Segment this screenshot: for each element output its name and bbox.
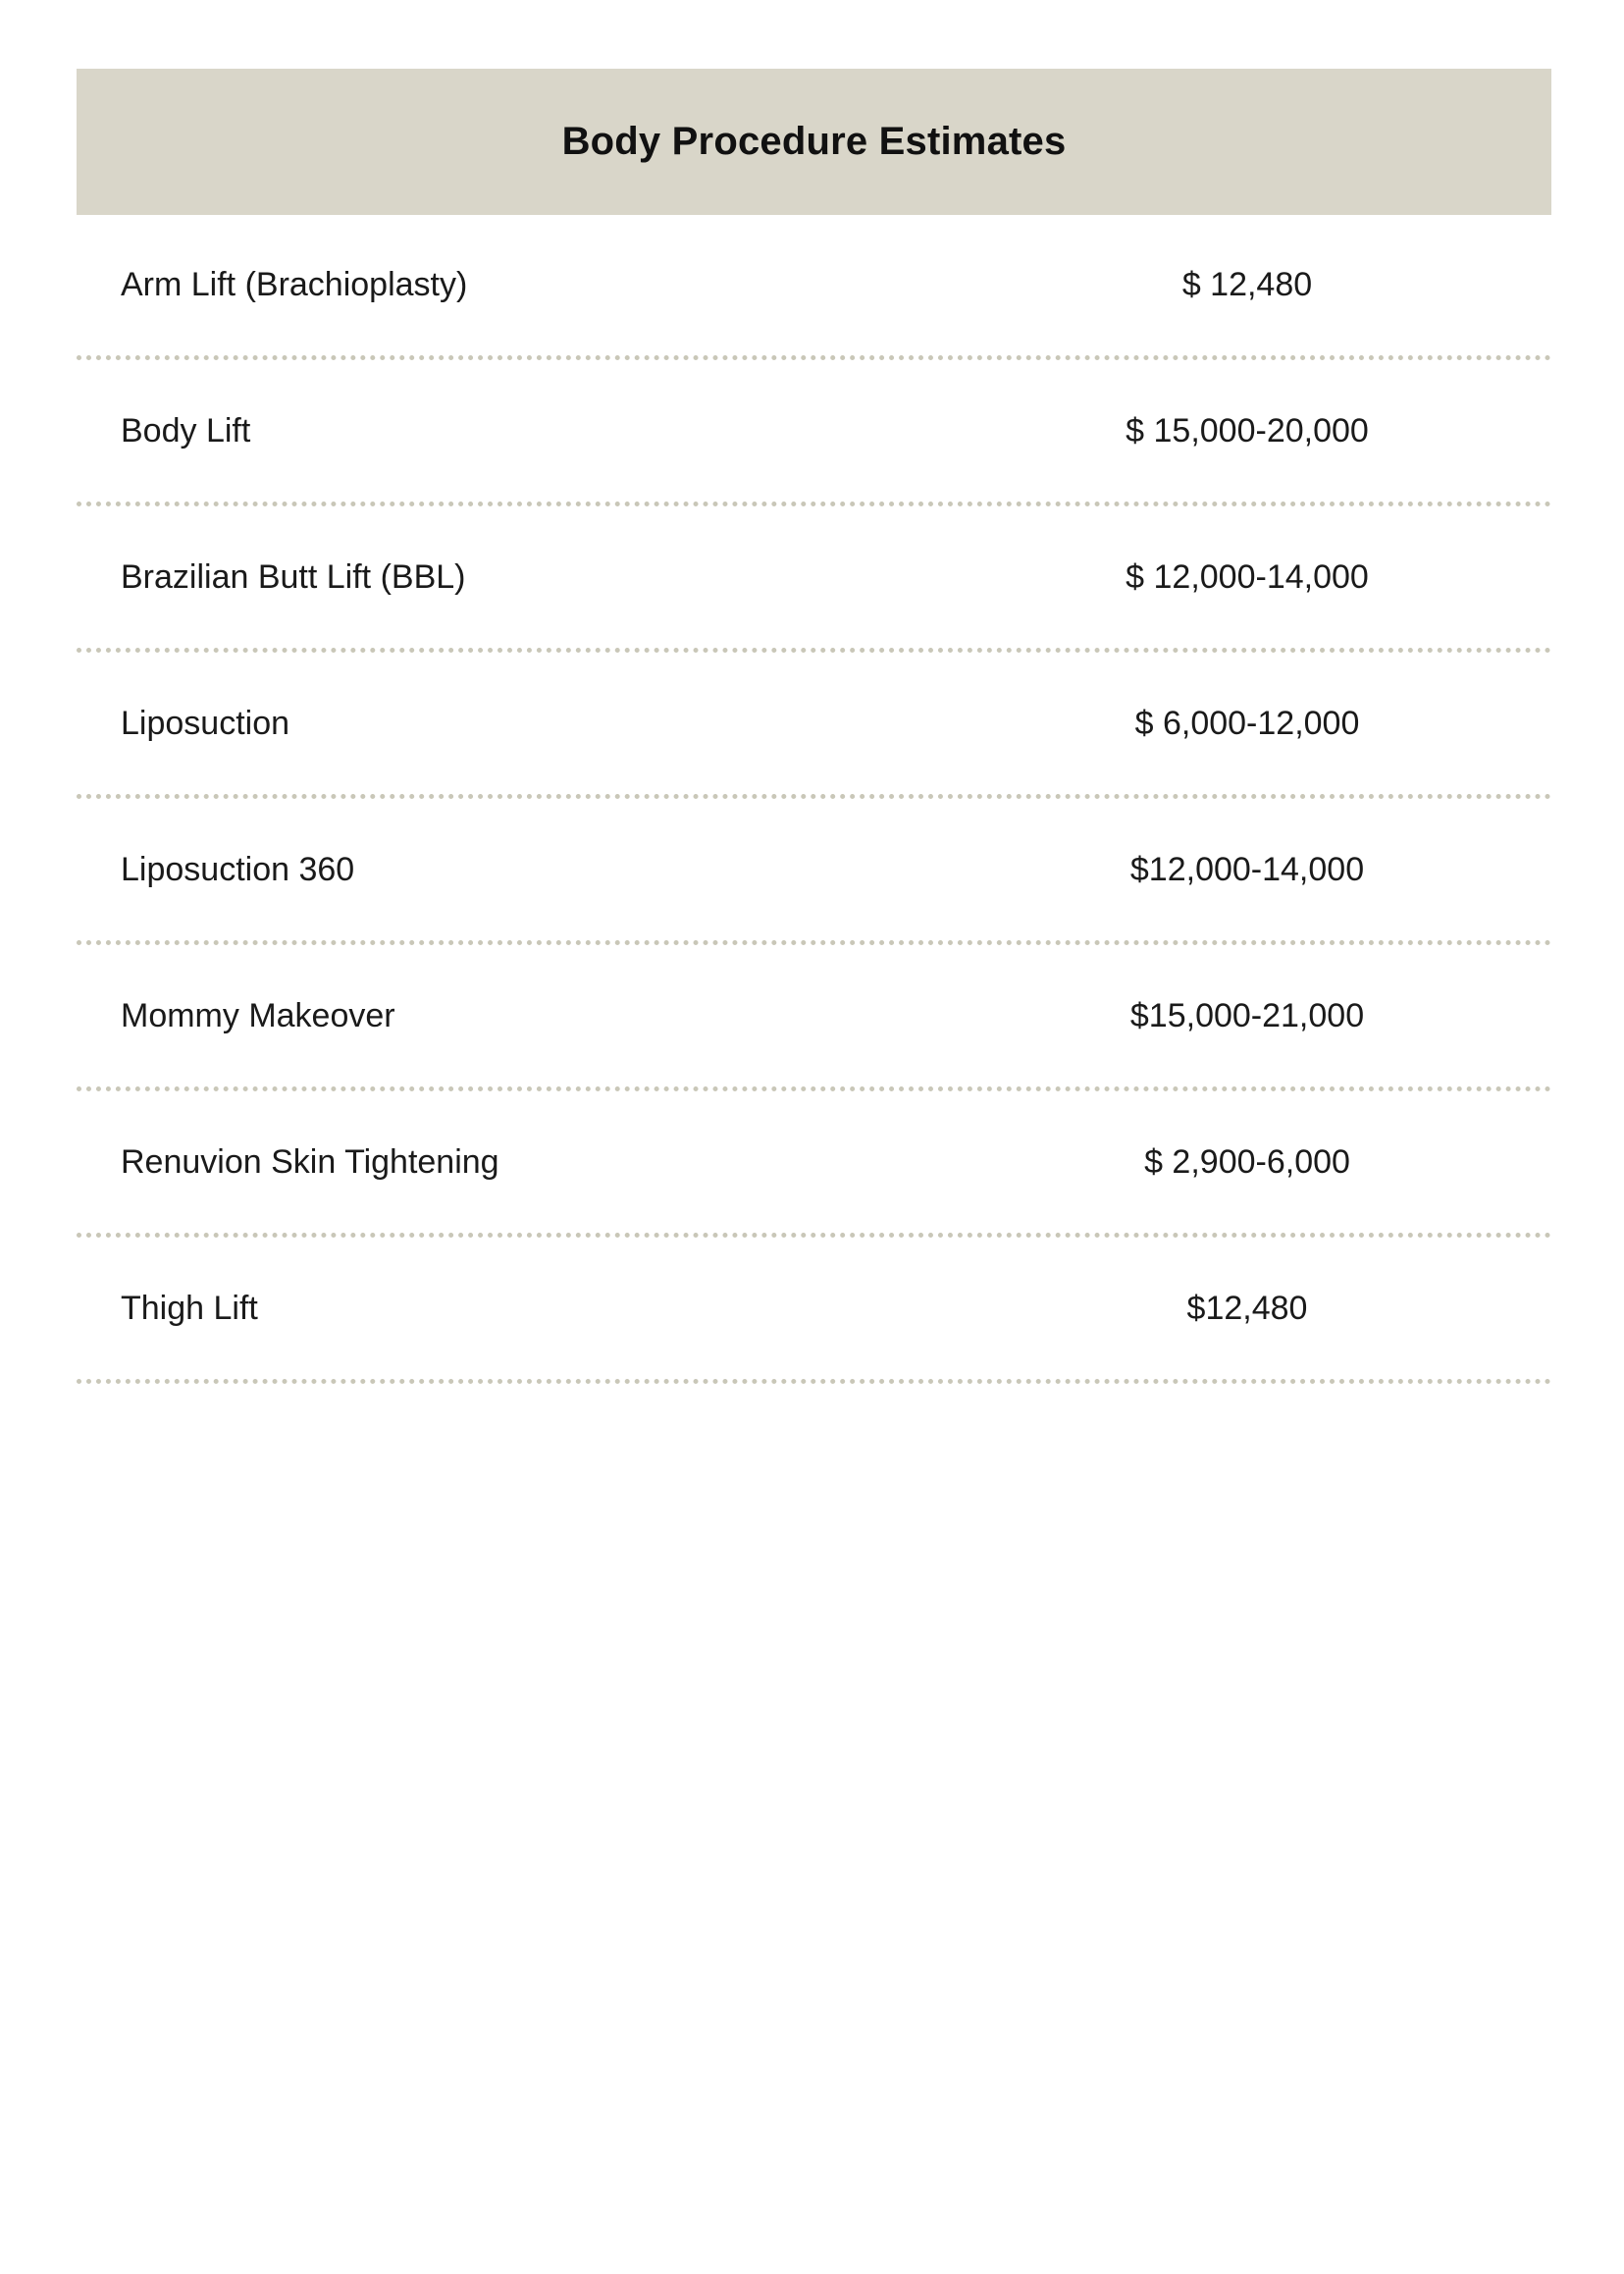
procedure-name: Body Lift — [121, 411, 251, 450]
table-row — [77, 799, 1551, 945]
procedure-price: $ 12,480 — [1181, 266, 1313, 303]
table-row — [77, 506, 1551, 653]
procedure-price: $ 12,000-14,000 — [1126, 557, 1369, 596]
table-row — [77, 1238, 1551, 1384]
procedure-price: $15,000-21,000 — [1129, 996, 1365, 1034]
procedure-name: Brazilian Butt Lift (BBL) — [121, 557, 466, 596]
table-row — [77, 360, 1551, 506]
procedure-price: $ 6,000-12,000 — [1134, 704, 1360, 742]
procedure-price: $ 15,000-20,000 — [1126, 411, 1369, 450]
procedure-name: Renuvion Skin Tightening — [121, 1142, 499, 1181]
procedure-name: Arm Lift (Brachioplasty) — [121, 266, 468, 303]
procedure-price: $12,000-14,000 — [1129, 850, 1365, 888]
price-table — [77, 69, 1551, 1384]
procedure-name: Liposuction — [121, 704, 290, 742]
table-title: Body Procedure Estimates — [561, 120, 1067, 163]
table-body — [77, 215, 1551, 1384]
table-row — [77, 1091, 1551, 1238]
procedure-name: Mommy Makeover — [121, 996, 395, 1034]
table-row — [77, 653, 1551, 799]
table-row — [77, 945, 1551, 1091]
procedure-price: $12,480 — [1186, 1289, 1308, 1327]
table-header — [77, 69, 1551, 215]
procedure-name: Liposuction 360 — [121, 850, 355, 888]
procedure-name: Thigh Lift — [121, 1289, 258, 1327]
table-row — [77, 215, 1551, 360]
procedure-price: $ 2,900-6,000 — [1144, 1142, 1350, 1181]
